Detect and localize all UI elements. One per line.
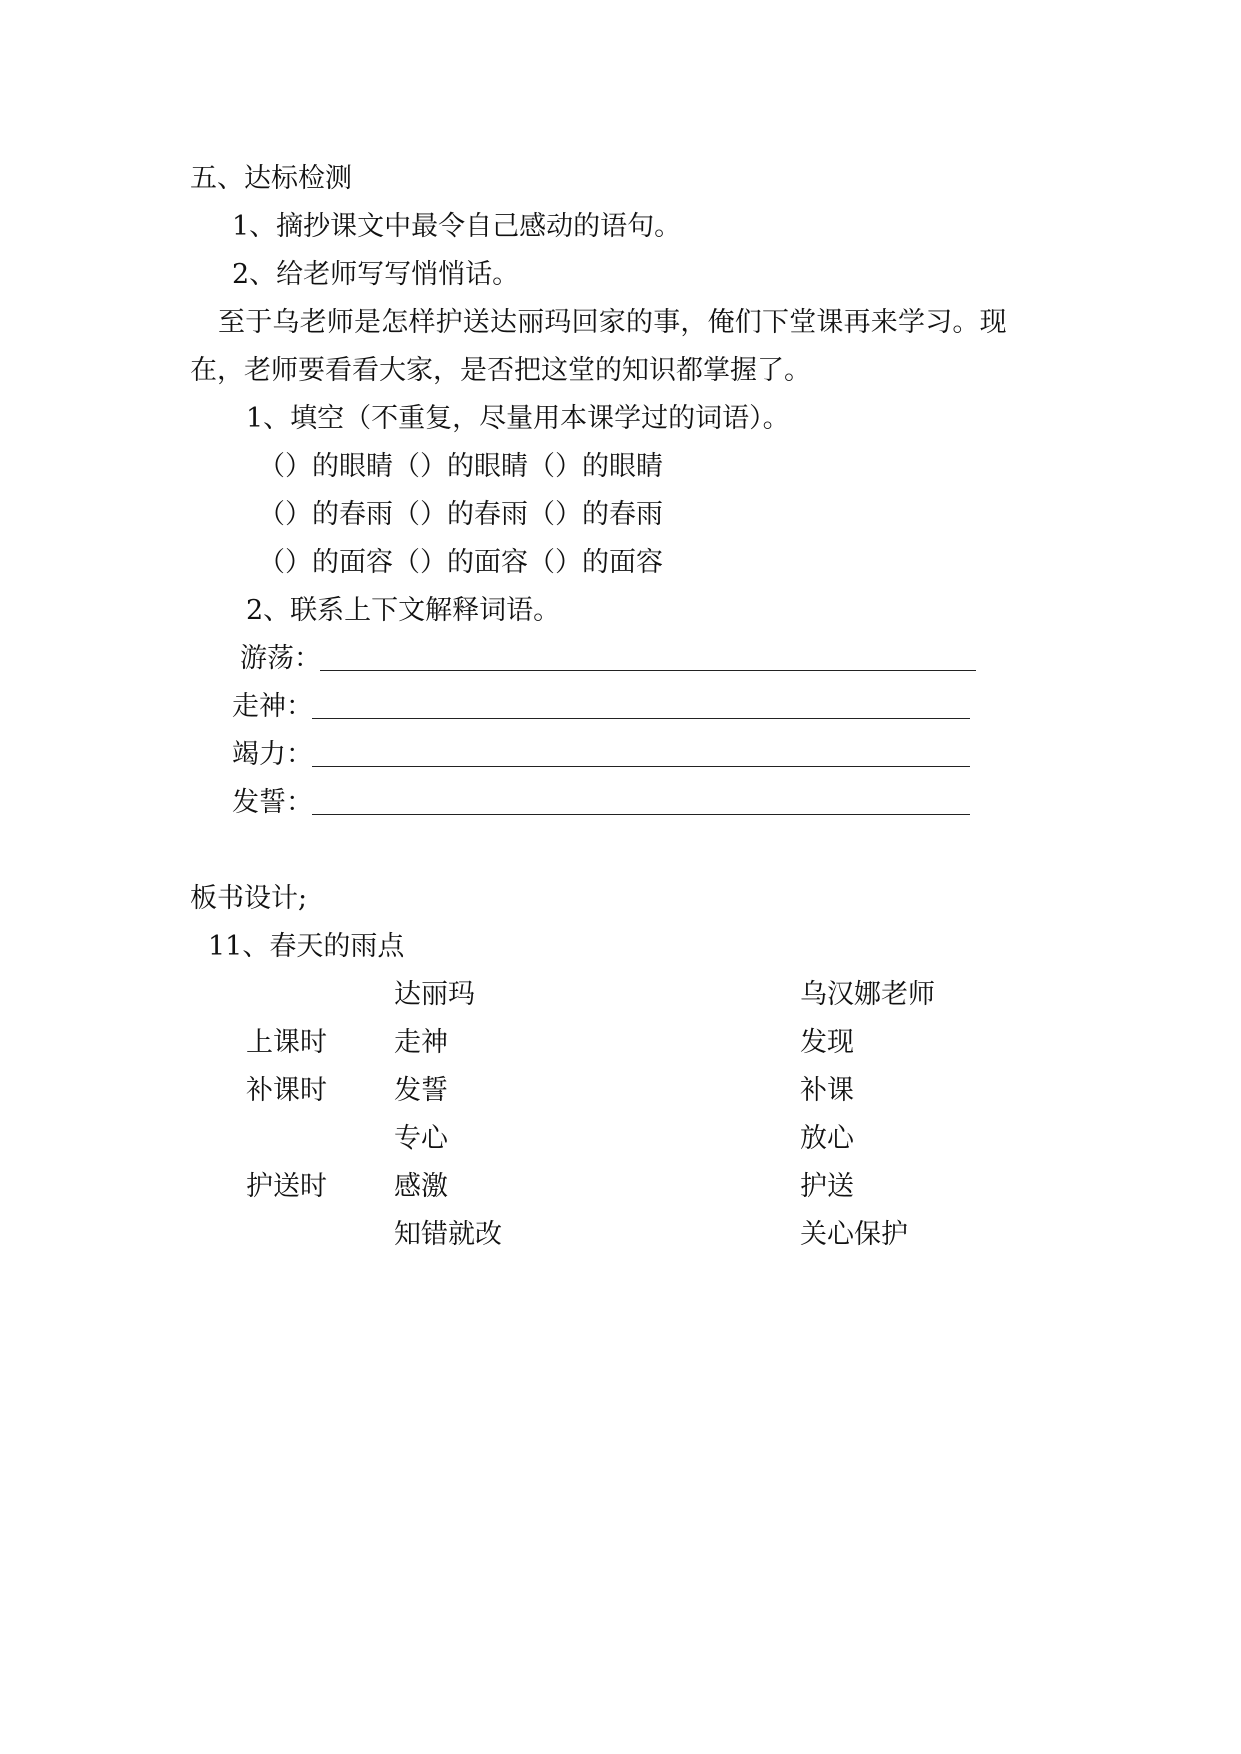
term-label: 游荡： xyxy=(240,643,321,674)
board-right-word: 放心 xyxy=(800,1123,854,1154)
lesson-title: 11、春天的雨点 xyxy=(208,931,405,962)
board-left-word: 专心 xyxy=(394,1123,448,1154)
fill-blank-row: （）的眼睛（）的眼睛（）的眼睛 xyxy=(258,451,663,482)
paragraph-line-2: 在，老师要看看大家，是否把这堂的知识都掌握了。 xyxy=(190,355,811,386)
board-right-word: 关心保护 xyxy=(800,1219,908,1250)
answer-line[interactable] xyxy=(312,718,970,719)
board-left-word: 发誓 xyxy=(394,1075,448,1106)
board-right-word: 补课 xyxy=(800,1075,854,1106)
task-item-1: 1、摘抄课文中最令自己感动的语句。 xyxy=(232,211,682,242)
fill-blank-row: （）的面容（）的面容（）的面容 xyxy=(258,547,663,578)
answer-line[interactable] xyxy=(312,766,970,767)
board-right-word: 护送 xyxy=(800,1171,854,1202)
board-right-header: 乌汉娜老师 xyxy=(800,979,935,1010)
board-left-word: 知错就改 xyxy=(394,1219,502,1250)
board-phase: 上课时 xyxy=(246,1027,327,1058)
term-label: 竭力： xyxy=(232,739,313,770)
task-item-2: 2、给老师写写悄悄话。 xyxy=(232,259,520,290)
board-left-word: 走神 xyxy=(394,1027,448,1058)
board-phase: 补课时 xyxy=(246,1075,327,1106)
fill-blank-title: 1、填空（不重复，尽量用本课学过的词语）。 xyxy=(246,403,790,434)
board-right-word: 发现 xyxy=(800,1027,854,1058)
term-label: 走神： xyxy=(232,691,313,722)
board-left-header: 达丽玛 xyxy=(394,979,475,1010)
board-left-word: 感激 xyxy=(394,1171,448,1202)
term-label: 发誓： xyxy=(232,787,313,818)
board-heading: 板书设计; xyxy=(190,883,308,914)
fill-blank-row: （）的春雨（）的春雨（）的春雨 xyxy=(258,499,663,530)
answer-line[interactable] xyxy=(320,670,976,671)
section-heading: 五、达标检测 xyxy=(190,163,352,194)
paragraph-line-1: 至于乌老师是怎样护送达丽玛回家的事，俺们下堂课再来学习。现 xyxy=(218,307,1007,338)
answer-line[interactable] xyxy=(312,814,970,815)
board-phase: 护送时 xyxy=(246,1171,327,1202)
explain-title: 2、联系上下文解释词语。 xyxy=(246,595,561,626)
